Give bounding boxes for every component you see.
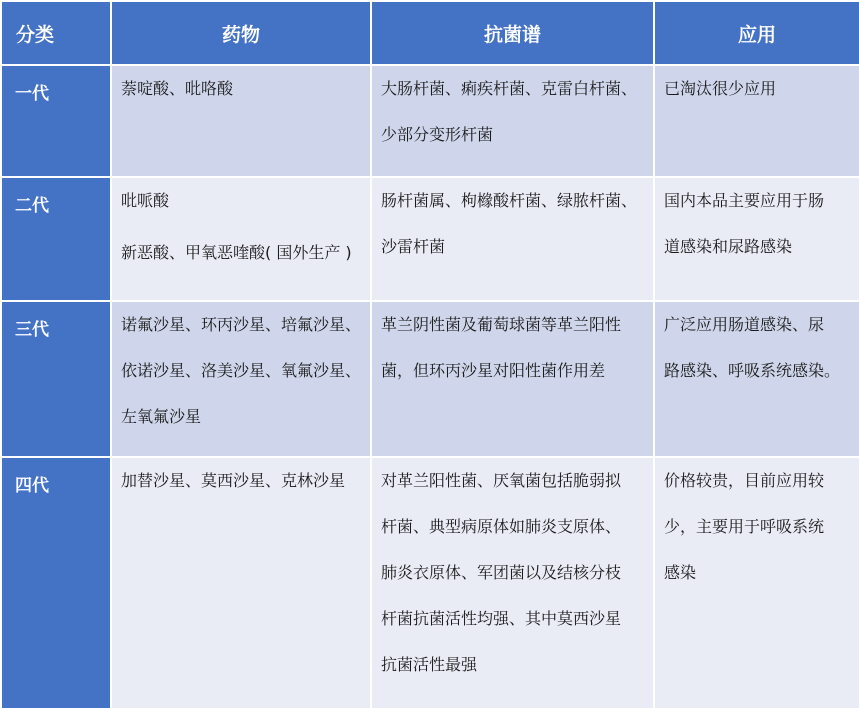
cell-line: 新恶酸、甲氧恶喹酸( 国外生产 ): [121, 243, 352, 262]
drugs-cell: [111, 457, 371, 708]
spectrum-cell: [371, 457, 654, 708]
header-row: [1, 1, 859, 65]
cell-line: 广泛应用肠道感染、尿: [664, 315, 825, 334]
cell-line: 大肠杆菌、痢疾杆菌、克雷白杆菌、: [381, 79, 638, 98]
row-category: 一代: [1, 65, 111, 177]
spectrum-cell: [371, 177, 654, 301]
cell-line: 价格较贵，目前应用较: [664, 471, 825, 490]
cell-line: 菌，但环丙沙星对阳性菌作用差: [381, 361, 606, 380]
cell-line: 抗菌活性最强: [381, 655, 478, 674]
row-category: 三代: [1, 301, 111, 457]
header-category: 分类: [1, 1, 111, 65]
row-category: 二代: [1, 177, 111, 301]
application-cell: [654, 65, 859, 177]
cell-line: 杆菌、典型病原体如肺炎支原体、: [381, 517, 622, 536]
cell-line: 路感染、呼吸系统感染。: [664, 361, 841, 380]
cell-line: 感染: [664, 563, 697, 582]
spectrum-cell: [371, 65, 654, 177]
cell-line: 沙雷杆菌: [381, 237, 446, 256]
cell-line: 少，主要用于呼吸系统: [664, 517, 825, 536]
cell-line: 已淘汰很少应用: [664, 79, 777, 98]
cell-line: 依诺沙星、洛美沙星、氧氟沙星、: [121, 361, 362, 380]
cell-line: 肺炎衣原体、军团菌以及结核分枝: [381, 563, 622, 582]
cell-line: 少部分变形杆菌: [381, 125, 494, 144]
cell-line: 左氧氟沙星: [121, 407, 202, 426]
cell-line: 道感染和尿路感染: [664, 237, 793, 256]
application-cell: [654, 301, 859, 457]
cell-line: 对革兰阳性菌、厌氧菌包括脆弱拟: [381, 471, 622, 490]
header-drugs: 药物: [111, 1, 371, 65]
header-application: 应用: [654, 1, 859, 65]
drugs-cell: [111, 177, 371, 301]
row-category: 四代: [1, 457, 111, 708]
cell-line: 萘啶酸、吡咯酸: [121, 79, 234, 98]
drugs-cell: [111, 65, 371, 177]
table-row: [1, 177, 859, 301]
header-spectrum: 抗菌谱: [371, 1, 654, 65]
cell-line: 革兰阴性菌及葡萄球菌等革兰阳性: [381, 315, 622, 334]
spectrum-cell: [371, 301, 654, 457]
table-row: [1, 301, 859, 457]
application-cell: [654, 457, 859, 708]
cell-line: 诺氟沙星、环丙沙星、培氟沙星、: [121, 315, 362, 334]
table-row: [1, 65, 859, 177]
cell-line: 加替沙星、莫西沙星、克林沙星: [121, 471, 346, 490]
cell-line: 杆菌抗菌活性均强、其中莫西沙星: [381, 609, 622, 628]
drugs-cell: [111, 301, 371, 457]
cell-line: 吡哌酸: [121, 191, 170, 210]
application-cell: [654, 177, 859, 301]
table-row: [1, 457, 859, 708]
cell-line: 肠杆菌属、枸橼酸杆菌、绿脓杆菌、: [381, 191, 638, 210]
cell-line: 国内本品主要应用于肠: [664, 191, 825, 210]
